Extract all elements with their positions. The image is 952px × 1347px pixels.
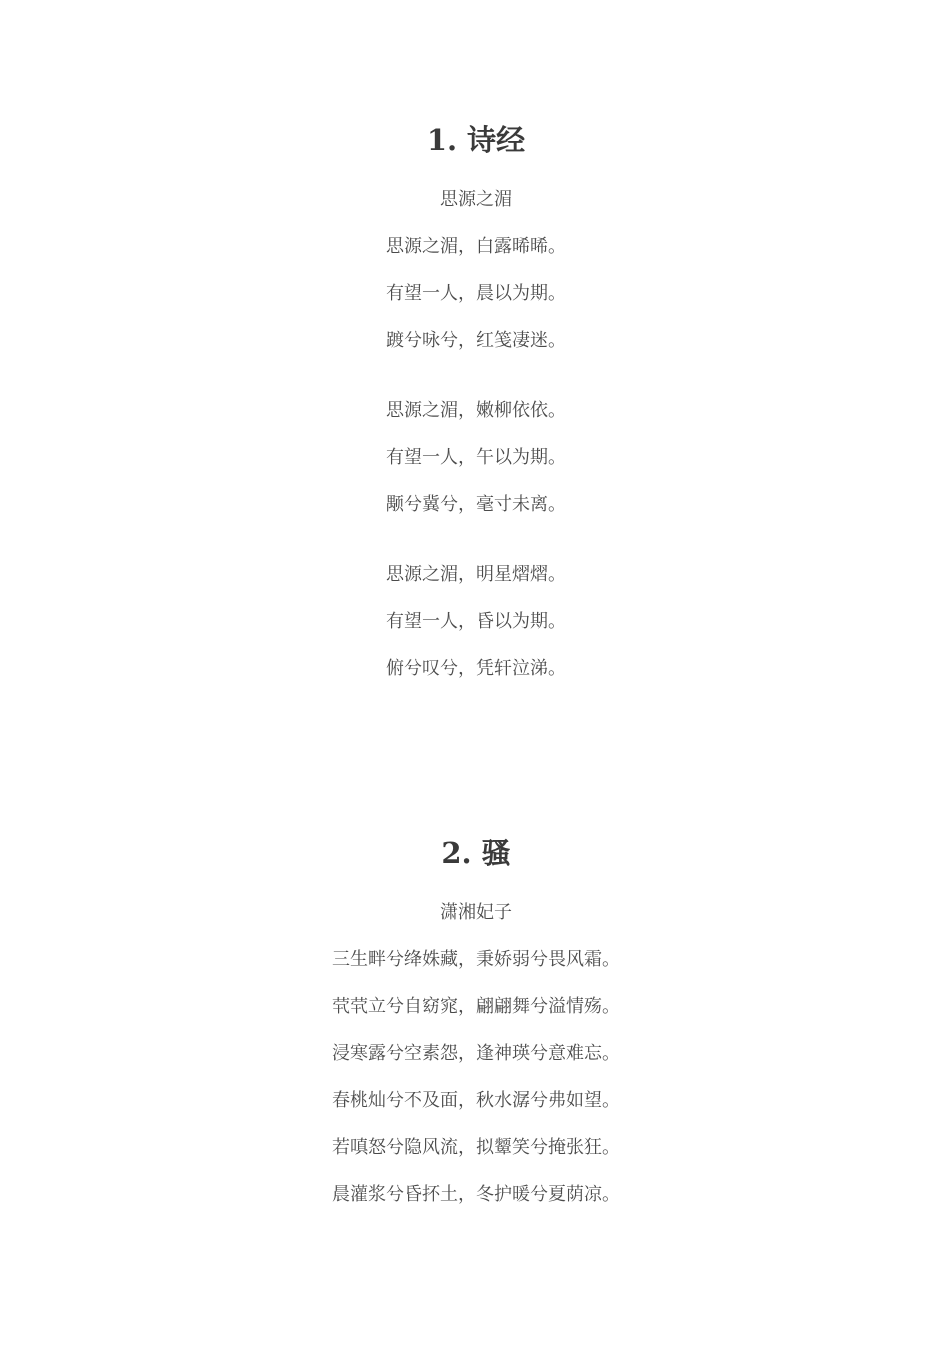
- poem-line: 俯兮叹兮，凭轩泣涕。: [386, 658, 566, 679]
- section-heading: 1. 诗经: [426, 123, 526, 157]
- poem-section-shijing: [0, 120, 952, 680]
- poem-line: 若嗔怒兮隐风流，拟颦笑兮掩张狂。: [332, 1137, 620, 1158]
- poem-line: 思源之湄，明星熠熠。: [386, 564, 566, 585]
- poem-line: 有望一人，昏以为期。: [386, 611, 566, 632]
- poem-line: 春桃灿兮不及面，秋水潺兮弗如望。: [332, 1090, 620, 1111]
- poem-line: 踱兮咏兮，红笺凄迷。: [386, 330, 566, 351]
- stanza: [0, 949, 952, 1206]
- section-heading: 2. 骚: [441, 836, 511, 870]
- poem-line: 颙兮冀兮，毫寸未离。: [386, 494, 566, 515]
- poem-line: 三生畔兮绛姝藏，秉娇弱兮畏风霜。: [332, 949, 620, 970]
- poem-section-sao: [0, 833, 952, 1206]
- poem-title: 思源之湄: [440, 189, 512, 210]
- stanza: [0, 236, 952, 352]
- poem-line: 有望一人，晨以为期。: [386, 283, 566, 304]
- stanza: [0, 400, 952, 516]
- poem-line: 茕茕立兮自窈窕，翩翩舞兮溢情殇。: [332, 996, 620, 1017]
- poem-line: 有望一人，午以为期。: [386, 447, 566, 468]
- poem-title: 潇湘妃子: [440, 902, 512, 923]
- poem-line: 思源之湄，白露晞晞。: [386, 236, 566, 257]
- poem-line: 浸寒露兮空素怨，逢神瑛兮意难忘。: [332, 1043, 620, 1064]
- stanza: [0, 564, 952, 680]
- poem-line: 思源之湄，嫩柳依依。: [386, 400, 566, 421]
- poem-line: 晨灌浆兮昏抔土，冬护暖兮夏荫凉。: [332, 1184, 620, 1205]
